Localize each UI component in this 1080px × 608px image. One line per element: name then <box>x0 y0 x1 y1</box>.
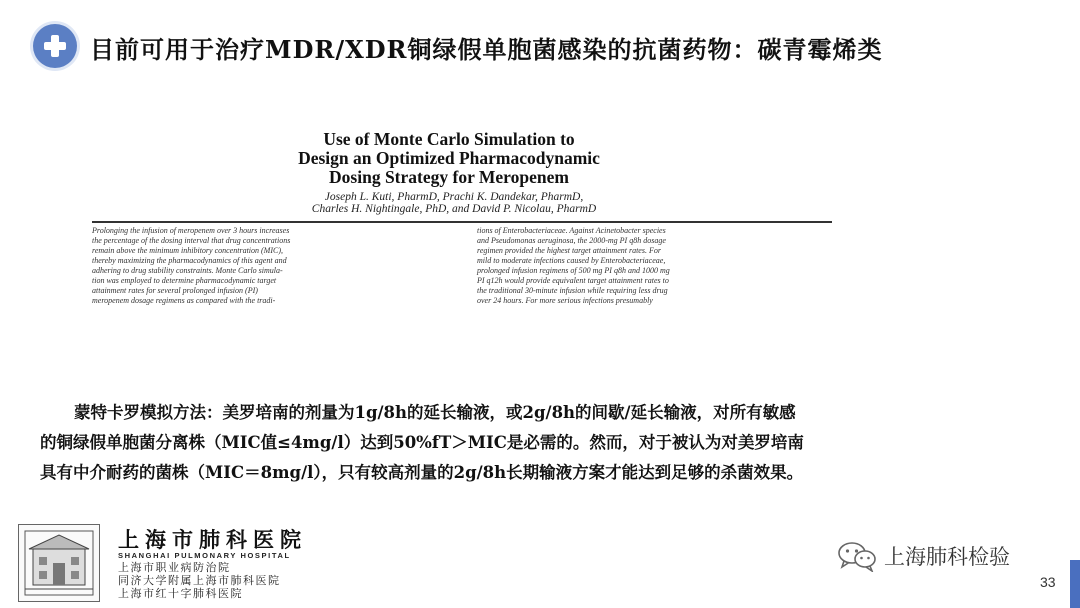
hospital-affiliation-line: 上海市职业病防治院 <box>118 561 231 574</box>
paper-authors <box>88 191 840 215</box>
paper-title-line: Use of Monte Carlo Simulation to <box>323 130 575 149</box>
paper-title-line: Design an Optimized Pharmacodynamic <box>298 148 600 168</box>
abstract-line: the percentage of the dosing interval that drug concentrations <box>92 236 291 245</box>
wechat-icon <box>836 540 878 572</box>
abstract-line: mild to moderate infections caused by Enterobacteriaceae, <box>477 256 666 265</box>
abstract-line: tions of Enterobacteriaceae. Against Acinetobacter species <box>477 226 666 235</box>
abstract-line: meropenem dosage regimens as compared with the tradi- <box>92 296 276 305</box>
abstract-line: prolonged infusion regimens of 500 mg PI q8h and 1000 mg <box>477 266 670 275</box>
slide-title: 目前可用于治疗MDR/XDR铜绿假单胞菌感染的抗菌药物：碳青霉烯类 <box>90 35 883 64</box>
hospital-name-cn: 上海市肺科医院 <box>118 527 307 552</box>
wechat-account-name: 上海肺科检验 <box>884 545 1010 569</box>
abstract-line: adhering to drug stability constraints. Monte Carlo simula- <box>92 266 283 275</box>
accent-bar <box>1070 560 1080 608</box>
abstract-line: thereby maximizing the pharmacodynamics of this agent and <box>92 256 287 265</box>
abstract-line: over 24 hours. For more serious infections presumably <box>477 296 653 305</box>
paper-title <box>88 130 840 187</box>
abstract-line: Prolonging the infusion of meropenem over 3 hours increases <box>92 226 290 235</box>
abstract-line: and Pseudomonas aeruginosa, the 2000-mg PI q8h dosage <box>477 236 666 245</box>
page-number: 33 <box>1040 574 1056 590</box>
abstract-line: tion was employed to determine pharmacodynamic target <box>92 276 277 285</box>
paper-author-line: Charles H. Nightingale, PhD, and David P. Nicolau, PharmD <box>311 203 597 215</box>
paper-excerpt <box>88 130 840 320</box>
abstract-line: regimen provided the highest target attainment rates. For <box>477 246 661 255</box>
hospital-logo-icon <box>18 524 100 602</box>
paper-author-line: Joseph L. Kuti, PharmD, Prachi K. Dandekar, PharmD, <box>324 191 584 203</box>
abstract-line: remain above the minimum inhibitory concentration (MIC), <box>92 246 283 255</box>
summary-line: 蒙特卡罗模拟方法：美罗培南的剂量为1g/8h的延长输液，或2g/8h的间歇/延长输液，对所有敏感 <box>74 403 796 422</box>
abstract-right-column <box>477 226 832 306</box>
paper-title-line: Dosing Strategy for Meropenem <box>329 167 569 187</box>
plus-icon <box>33 24 77 68</box>
abstract-line: attainment rates for several prolonged infusion (PI) <box>92 286 258 295</box>
wechat-watermark <box>836 540 1010 572</box>
hospital-affiliation-line: 同济大学附属上海市肺科医院 <box>118 574 281 587</box>
abstract-left-column <box>92 226 447 306</box>
paper-divider <box>92 221 832 223</box>
summary-line: 的铜绿假单胞菌分离株（MIC值≤4mg/l）达到50%fT＞MIC是必需的。然而，对于被认为对美罗培南 <box>40 433 804 452</box>
hospital-affiliation-line: 上海市红十字肺科医院 <box>118 587 243 600</box>
abstract-line: the traditional 30-minute infusion while requiring less drug <box>477 286 668 295</box>
hospital-affiliations <box>118 561 281 600</box>
paper-abstract <box>88 226 840 306</box>
hospital-name-en: SHANGHAI PULMONARY HOSPITAL <box>118 551 291 560</box>
abstract-line: PI q12h would provide equivalent target attainment rates to <box>477 276 669 285</box>
summary-line: 具有中介耐药的菌株（MIC＝8mg/l），只有较高剂量的2g/8h长期输液方案才能达到足够的杀菌效果。 <box>40 463 804 482</box>
summary-paragraph <box>40 398 1050 488</box>
